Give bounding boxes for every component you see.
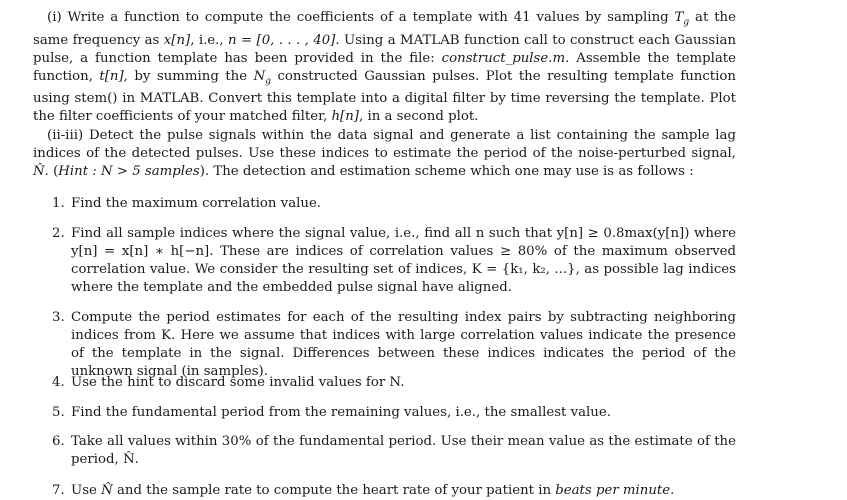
- text-run: , in a second plot.: [358, 109, 479, 125]
- item-number: 4.: [52, 375, 65, 390]
- item-number: 7.: [52, 483, 65, 498]
- unit-emphasis: beats per minute: [555, 483, 671, 498]
- text-run: ). The detection and estimation scheme which one may use is as follows :: [199, 164, 694, 179]
- text-run: . Using a MATLAB function call to construct each Gaussian pulse, a function template has been provided in the file:: [33, 32, 737, 66]
- math-xn: x[n]: [163, 32, 191, 48]
- math-n-range: n = [0, . . . , 40]: [228, 32, 336, 48]
- text-run: constructed Gaussian pulses. Plot the resulting template function using stem() in MATLAB. Convert this template into a digital filter by time reversing the template. Plot the filter coefficients of your matched filter,: [33, 68, 736, 125]
- item-number: 5.: [52, 405, 65, 420]
- part-i-paragraph: [33, 9, 736, 126]
- item-text: Use N̂ and the sample rate to compute the heart rate of your patient in beats per minute.: [71, 483, 675, 498]
- text-run: (ii-iii) Detect the pulse signals within the data signal and generate a list containing the sample lag indices of the detected pulses. Use these indices to estimate the period of the noise-perturbed signal,: [33, 128, 736, 161]
- math-tn: t[n]: [99, 68, 124, 84]
- item-text: Use the hint to discard some invalid values for N.: [71, 375, 405, 390]
- item-text: Find the maximum correlation value.: [71, 196, 322, 211]
- item-text: Find the fundamental period from the remaining values, i.e., the smallest value.: [71, 405, 611, 420]
- item-text: Find all sample indices where the signal value, i.e., find all n such that y[n] ≥ 0.8max(y[n]) where y[n] = x[n] ∗ h[−n]. These are indices of correlation values ≥ 80% of the maximum observed correlation value. We consider the resulting set of indices, K = {k₁, k₂, ...}, as possible lag indices where the template and the embedded pulse signal have aligned.: [71, 226, 736, 295]
- math-ng: $N_g$: [253, 68, 271, 87]
- math-nhat: N̂: [33, 164, 45, 179]
- item-number: 3.: [52, 310, 65, 325]
- file-name: construct_pulse.m: [441, 50, 566, 66]
- math-nhat: N̂: [101, 483, 113, 498]
- item-text: Compute the period estimates for each of the resulting index pairs by subtracting neighboring indices from K. Here we assume that indices with large correlation values indicate the presence of the template in the signal. Differences between these indices indicates the period of the unknown signal (in samples).: [71, 310, 736, 379]
- item-number: 1.: [52, 196, 65, 211]
- text-run: , i.e.,: [190, 32, 229, 48]
- math-tg: $T_g$: [674, 10, 690, 28]
- part-ii-iii-paragraph: [33, 127, 736, 181]
- math-hn: h[n]: [331, 109, 359, 125]
- text-run: . Assemble the template function,: [33, 50, 736, 84]
- text-run: . (: [44, 164, 59, 179]
- text-run: , by summing the: [123, 68, 254, 84]
- hint-text: Hint : N > 5 samples: [58, 164, 200, 179]
- text-run: at the same frequency as: [33, 10, 736, 48]
- item-number: 6.: [52, 434, 65, 449]
- text-run: (i) Write a function to compute the coefficients of a template with 41 values by sampling: [47, 10, 675, 25]
- item-text: Take all values within 30% of the fundamental period. Use their mean value as the estimate of the period, N̂.: [71, 434, 736, 467]
- item-number: 2.: [52, 226, 65, 241]
